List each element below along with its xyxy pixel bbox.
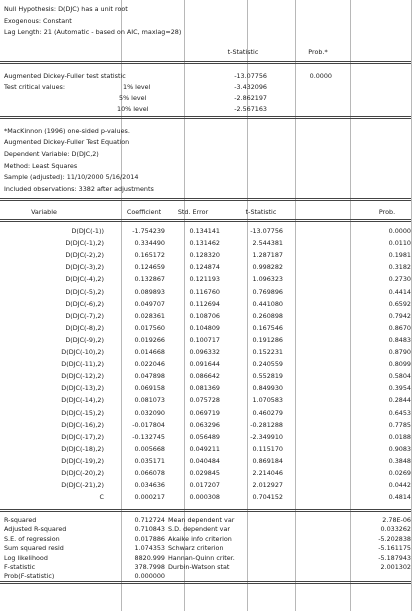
table-top-rule [0, 198, 411, 199]
cell-std-error: 0.040484 [189, 456, 220, 465]
cell-variable: D(DJC(-18),2) [61, 444, 104, 453]
cell-t-statistic: 0.240559 [252, 360, 283, 369]
cell-coefficient: 0.005668 [134, 444, 165, 453]
cell-prob: 0.3848 [388, 456, 411, 465]
note-method: Method: Least Squares [4, 162, 78, 170]
cell-t-statistic: 0.115170 [252, 444, 283, 453]
cell-coefficient: 0.017560 [134, 323, 165, 332]
cell-prob: 0.7942 [388, 311, 411, 320]
cell-coefficient: 0.066078 [134, 469, 165, 477]
cell-prob: 0.9083 [388, 444, 411, 453]
cell-std-error: 0.017207 [189, 481, 220, 490]
cell-t-statistic: 2.214046 [252, 469, 283, 477]
grid-line-6 [411, 0, 412, 611]
col-coefficient: Coefficient [126, 208, 162, 216]
cell-t-statistic: 1.287187 [252, 251, 283, 260]
stat-label-right: Durbin-Watson stat [168, 563, 230, 571]
cell-variable: D(DJC(-9),2) [65, 335, 104, 344]
cell-std-error: 0.091644 [189, 360, 220, 369]
cell-coefficient: 0.124659 [134, 263, 165, 272]
cell-variable: D(DJC(-16),2) [61, 420, 104, 429]
note-test-equation: Augmented Dickey-Fuller Test Equation [4, 138, 130, 146]
cell-variable: D(DJC(-17),2) [61, 432, 104, 441]
cell-coefficient: -0.017804 [132, 420, 165, 429]
cell-std-error: 0.104809 [189, 323, 220, 332]
cell-prob: 0.8790 [388, 348, 411, 356]
cell-std-error: 0.134141 [189, 227, 220, 235]
cell-variable: C [99, 493, 104, 502]
cell-t-statistic: 1.070583 [252, 396, 283, 405]
cell-coefficient: 0.000217 [134, 493, 165, 502]
stat-label: Adjusted R-squared [4, 525, 67, 534]
cell-std-error: 0.049211 [189, 444, 220, 453]
cell-prob: 0.2730 [388, 275, 411, 284]
cell-variable: D(DJC(-1),2) [65, 239, 104, 248]
cell-coefficient: 0.014668 [134, 348, 165, 356]
table-bottom-rule [0, 509, 411, 510]
cell-prob: 0.4414 [388, 287, 411, 296]
stat-label: S.E. of regression [4, 534, 60, 543]
stat-value-right: -5.187943 [378, 553, 411, 562]
cell-t-statistic: 0.167546 [252, 323, 283, 332]
cell-std-error: 0.081369 [189, 384, 220, 393]
stat-label-right: S.D. dependent var [168, 525, 230, 534]
cell-t-statistic: 0.769896 [252, 287, 283, 296]
cell-std-error: 0.116760 [189, 287, 220, 296]
stats-bottom-rule [0, 581, 411, 582]
cell-std-error: 0.100717 [189, 335, 220, 344]
table-header-rule-2 [0, 221, 411, 222]
cell-variable: D(DJC(-14),2) [61, 396, 104, 405]
cell-variable: D(DJC(-12),2) [61, 372, 104, 381]
cell-coefficient: 0.034636 [134, 481, 165, 490]
cell-variable: D(DJC(-5),2) [65, 287, 104, 296]
cell-prob: 0.6592 [388, 299, 411, 308]
cell-variable: D(DJC(-19),2) [61, 456, 104, 465]
exogenous: Exogenous: Constant [4, 17, 72, 25]
stat-value-right: 0.033262 [380, 525, 411, 534]
stat-label: Log likelihood [4, 553, 48, 562]
cell-std-error: 0.121193 [189, 275, 220, 284]
cell-coefficient: -1.754239 [132, 227, 165, 235]
cell-coefficient: 0.022046 [134, 360, 165, 369]
stat-value: 1.074353 [134, 544, 165, 553]
cell-t-statistic: 0.191286 [252, 335, 283, 344]
cell-coefficient: 0.035171 [134, 456, 165, 465]
cell-coefficient: 0.165172 [134, 251, 165, 260]
stat-value: 0.017886 [134, 534, 165, 543]
cell-prob: 0.4814 [388, 493, 411, 502]
cell-t-statistic: 0.704152 [252, 493, 283, 502]
crit-value-3: -2.567163 [234, 105, 267, 113]
table-top-rule-2 [0, 200, 411, 201]
col-prob: Prob. [378, 208, 396, 216]
cell-prob: 0.2844 [388, 396, 411, 405]
cell-t-statistic: 0.849930 [252, 384, 283, 393]
adf-header-rule-2 [0, 63, 411, 64]
cell-coefficient: 0.047898 [134, 372, 165, 381]
cell-variable: D(DJC(-13),2) [61, 384, 104, 393]
cell-prob: 0.5804 [388, 372, 411, 381]
cell-std-error: 0.131462 [189, 239, 220, 248]
cell-variable: D(DJC(-6),2) [65, 299, 104, 308]
crit-level-2: 5% level [119, 94, 147, 102]
note-dependent-variable: Dependent Variable: D(DJC,2) [4, 150, 99, 158]
stat-label-right: Schwarz criterion [168, 544, 224, 553]
crit-level-1: 1% level [123, 83, 151, 91]
cell-coefficient: 0.019266 [134, 335, 165, 344]
adf-row-label: Augmented Dickey-Fuller test statistic [4, 72, 126, 80]
cell-std-error: 0.124874 [189, 263, 220, 272]
lag-length: Lag Length: 21 (Automatic - based on AIC, maxlag=28) [4, 28, 182, 36]
cell-variable: D(DJC(-10),2) [61, 348, 104, 356]
adf-prob: 0.0000 [309, 72, 332, 80]
cell-t-statistic: 1.096323 [252, 275, 283, 284]
table-header-rule [0, 219, 411, 220]
stat-value-right: -5.161175 [378, 544, 411, 553]
stat-label-right: Akaike info criterion [168, 534, 232, 543]
cell-t-statistic: -13.07756 [250, 227, 283, 235]
cell-t-statistic: 2.544381 [252, 239, 283, 248]
cell-coefficient: 0.028361 [134, 311, 165, 320]
adf-col-t-stat: t-Statistic [227, 48, 259, 56]
stat-value-right: 2.78E-06 [382, 516, 411, 524]
cell-t-statistic: 0.552819 [252, 372, 283, 381]
cell-prob: 0.7785 [388, 420, 411, 429]
cell-prob: 0.8670 [388, 323, 411, 332]
note-mackinnon: *MacKinnon (1996) one-sided p-values. [4, 127, 130, 135]
cell-coefficient: 0.081073 [134, 396, 165, 405]
adf-col-prob: Prob.* [308, 48, 328, 56]
crit-label: Test critical values: [4, 83, 65, 91]
cell-coefficient: 0.032090 [134, 408, 165, 417]
cell-std-error: 0.108706 [189, 311, 220, 320]
cell-std-error: 0.128320 [189, 251, 220, 260]
cell-prob: 0.3182 [388, 263, 411, 272]
stat-label: F-statistic [4, 563, 36, 571]
crit-value-1: -3.432096 [234, 83, 267, 91]
stat-value: 8820.999 [134, 553, 165, 562]
cell-coefficient: 0.334490 [134, 239, 165, 248]
cell-std-error: 0.096332 [189, 348, 220, 356]
crit-level-3: 10% level [117, 105, 149, 113]
cell-prob: 0.6453 [388, 408, 411, 417]
crit-value-2: -2.862197 [234, 94, 267, 102]
col-std-error: Std. Error [177, 208, 209, 216]
stat-label: R-squared [4, 516, 37, 524]
cell-std-error: 0.075728 [189, 396, 220, 405]
cell-variable: D(DJC(-4),2) [65, 275, 104, 284]
cell-t-statistic: -0.281288 [250, 420, 283, 429]
table-bottom-rule-2 [0, 511, 411, 512]
cell-t-statistic: 0.460279 [252, 408, 283, 417]
cell-coefficient: 0.069158 [134, 384, 165, 393]
cell-variable: D(DJC(-11),2) [61, 360, 104, 369]
cell-t-statistic: 0.998282 [252, 263, 283, 272]
cell-coefficient: 0.132867 [134, 275, 165, 284]
note-sample: Sample (adjusted): 11/10/2000 5/16/2014 [4, 173, 139, 181]
cell-std-error: 0.069719 [189, 408, 220, 417]
cell-t-statistic: 0.152231 [252, 348, 283, 356]
cell-variable: D(DJC(-7),2) [65, 311, 104, 320]
cell-prob: 0.0442 [388, 481, 411, 490]
stat-label-right: Hannan-Quinn criter. [168, 553, 235, 562]
cell-prob: 0.0000 [388, 227, 411, 235]
stat-label-right: Mean dependent var [168, 516, 235, 524]
stats-bottom-rule-2 [0, 583, 411, 584]
col-variable: Variable [31, 208, 57, 216]
cell-t-statistic: -2.349910 [250, 432, 283, 441]
cell-prob: 0.0188 [388, 432, 411, 441]
cell-prob: 0.1981 [388, 251, 411, 260]
cell-variable: D(DJC(-2),2) [65, 251, 104, 260]
cell-std-error: 0.063296 [189, 420, 220, 429]
cell-variable: D(DJC(-21),2) [61, 481, 104, 490]
cell-variable: D(DJC(-20),2) [61, 469, 104, 477]
col-t-statistic: t-Statistic [245, 208, 277, 216]
adf-bottom-rule-2 [0, 118, 411, 119]
cell-std-error: 0.056489 [189, 432, 220, 441]
cell-variable: D(DJC(-8),2) [65, 323, 104, 332]
cell-std-error: 0.112694 [189, 299, 220, 308]
cell-t-statistic: 2.012927 [252, 481, 283, 490]
note-observations: Included observations: 3382 after adjustments [4, 185, 154, 193]
cell-coefficient: 0.049707 [134, 299, 165, 308]
cell-std-error: 0.086642 [189, 372, 220, 381]
stat-value: 378.7998 [134, 563, 165, 571]
cell-variable: D(DJC(-3),2) [65, 263, 104, 272]
stat-value: 0.712724 [134, 516, 165, 524]
adf-header-rule [0, 61, 411, 62]
cell-prob: 0.3954 [388, 384, 411, 393]
cell-prob: 0.8483 [388, 335, 411, 344]
adf-bottom-rule [0, 116, 411, 117]
cell-t-statistic: 0.441080 [252, 299, 283, 308]
cell-coefficient: -0.132745 [132, 432, 165, 441]
stat-label: Sum squared resid [4, 544, 64, 553]
cell-t-statistic: 0.869184 [252, 456, 283, 465]
cell-variable: D(DJC(-15),2) [61, 408, 104, 417]
adf-t-stat: -13.07756 [234, 72, 267, 80]
cell-prob: 0.8099 [388, 360, 411, 369]
stat-value-right: -5.202838 [378, 534, 411, 543]
stat-value: 0.710843 [134, 525, 165, 534]
cell-variable: D(DJC(-1)) [71, 227, 104, 235]
cell-prob: 0.0110 [388, 239, 411, 248]
stat-label: Prob(F-statistic) [4, 572, 55, 581]
stat-value: 0.000000 [134, 572, 165, 581]
cell-std-error: 0.029845 [189, 469, 220, 477]
grid-line-4 [295, 0, 296, 611]
null-hypothesis: Null Hypothesis: D(DJC) has a unit root [4, 5, 128, 13]
cell-t-statistic: 0.260898 [252, 311, 283, 320]
cell-std-error: 0.000308 [189, 493, 220, 502]
stat-value-right: 2.001302 [380, 563, 411, 571]
cell-coefficient: 0.089893 [134, 287, 165, 296]
cell-prob: 0.0269 [388, 469, 411, 477]
